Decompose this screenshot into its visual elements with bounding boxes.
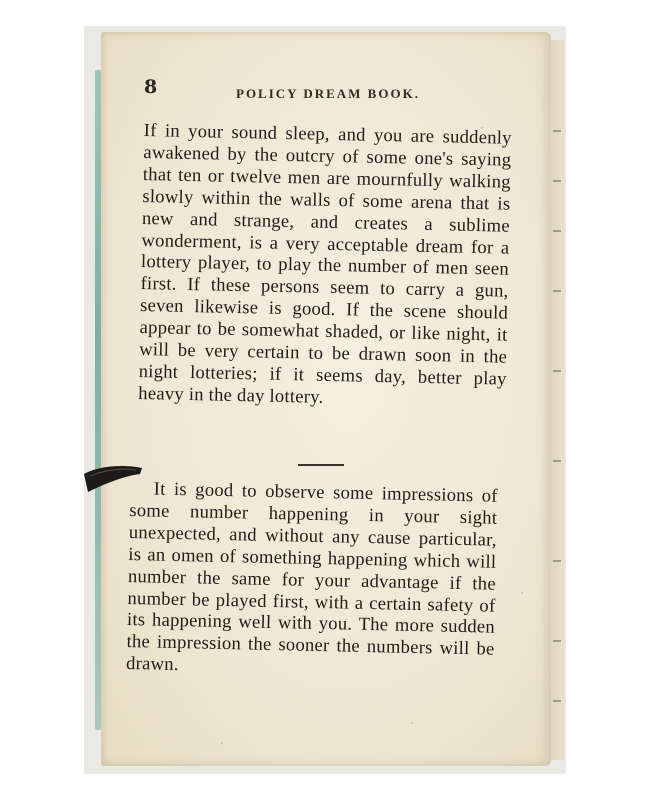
adjacent-page-mark [553,370,561,372]
adjacent-page-mark [553,640,561,642]
adjacent-page-mark [553,460,561,462]
page-number: 8 [144,76,158,98]
adjacent-page-mark [553,290,561,292]
paper-speck [521,592,523,594]
adjacent-page-mark [553,230,561,232]
adjacent-page-mark [553,700,561,702]
paragraph-number-impressions: It is good to observe some impressions of some number happening in your sight unexpected, and without any cause particular, is an omen of something happening which will number the same for your advantage if the number be played first, with a certain safety of its happening well with you. The more sudden the impression the sooner the numbers will be drawn. [125,478,498,676]
adjacent-page-mark [553,130,561,132]
adjacent-page-mark [553,180,561,182]
section-divider [298,464,344,466]
adjacent-page-mark [553,560,561,562]
paragraph-dream-men-walking: If in your sound sleep, and you are suddenly awakened by the outcry of some one's saying that ten or twelve men are mournfully walking slowly within the walls of some arena that is new and strange, and creates a sublime wonderment, is a very acceptable dream for a lottery player, to play the number of men seen first. If these persons seem to carry a gun, seven likewise is good. If the scene should appear to be somewhat shaded, or like night, it will be very certain to be drawn soon in the night lotteries; if it seems day, better play heavy in the day lottery. [138,120,512,408]
running-head: POLICY DREAM BOOK. [236,86,420,101]
paper-speck [411,722,413,724]
paper-speck [221,742,223,744]
